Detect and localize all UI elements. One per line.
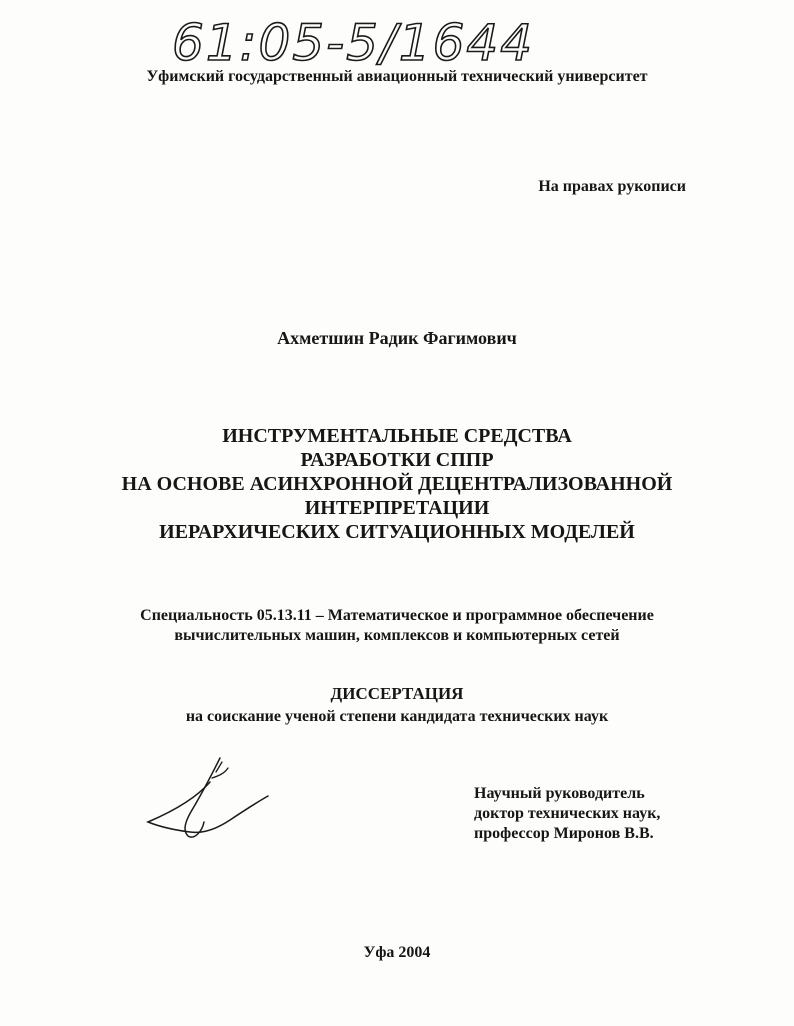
title-line: НА ОСНОВЕ АСИНХРОННОЙ ДЕЦЕНТРАЛИЗОВАННОЙ	[121, 473, 673, 495]
specialty	[0, 606, 794, 646]
city-year: Уфа 2004	[363, 944, 431, 961]
dissertation-title	[0, 424, 794, 544]
title-line: ИНСТРУМЕНТАЛЬНЫЕ СРЕДСТВА	[222, 425, 572, 447]
title-line: ИНТЕРПРЕТАЦИИ	[304, 497, 490, 519]
rights-note: На правах рукописи	[538, 178, 686, 195]
degree-text: на соискание ученой степени кандидата технических наук	[185, 708, 609, 725]
specialty-line: вычислительных машин, комплексов и компьютерных сетей	[174, 627, 620, 644]
dissertation-label: ДИССЕРТАЦИЯ	[330, 684, 464, 703]
university-name: Уфимский государственный авиационный технический университет	[146, 68, 648, 85]
author-name: Ахметшин Радик Фагимович	[277, 328, 517, 348]
title-line: ИЕРАРХИЧЕСКИХ СИТУАЦИОННЫХ МОДЕЛЕЙ	[159, 521, 635, 543]
specialty-line: Специальность 05.13.11 – Математическое и программное обеспечение	[140, 607, 654, 624]
supervisor-line: профессор Миронов В.В.	[474, 825, 654, 842]
title-line: РАЗРАБОТКИ СППР	[300, 449, 494, 471]
signature-icon	[138, 752, 274, 852]
scientific-supervisor	[474, 784, 660, 844]
handwritten-archive-number	[168, 8, 548, 76]
supervisor-line: доктор технических наук,	[474, 805, 661, 822]
supervisor-line: Научный руководитель	[474, 785, 645, 802]
handwritten-number-text: 61:05-5/1644	[172, 14, 535, 72]
